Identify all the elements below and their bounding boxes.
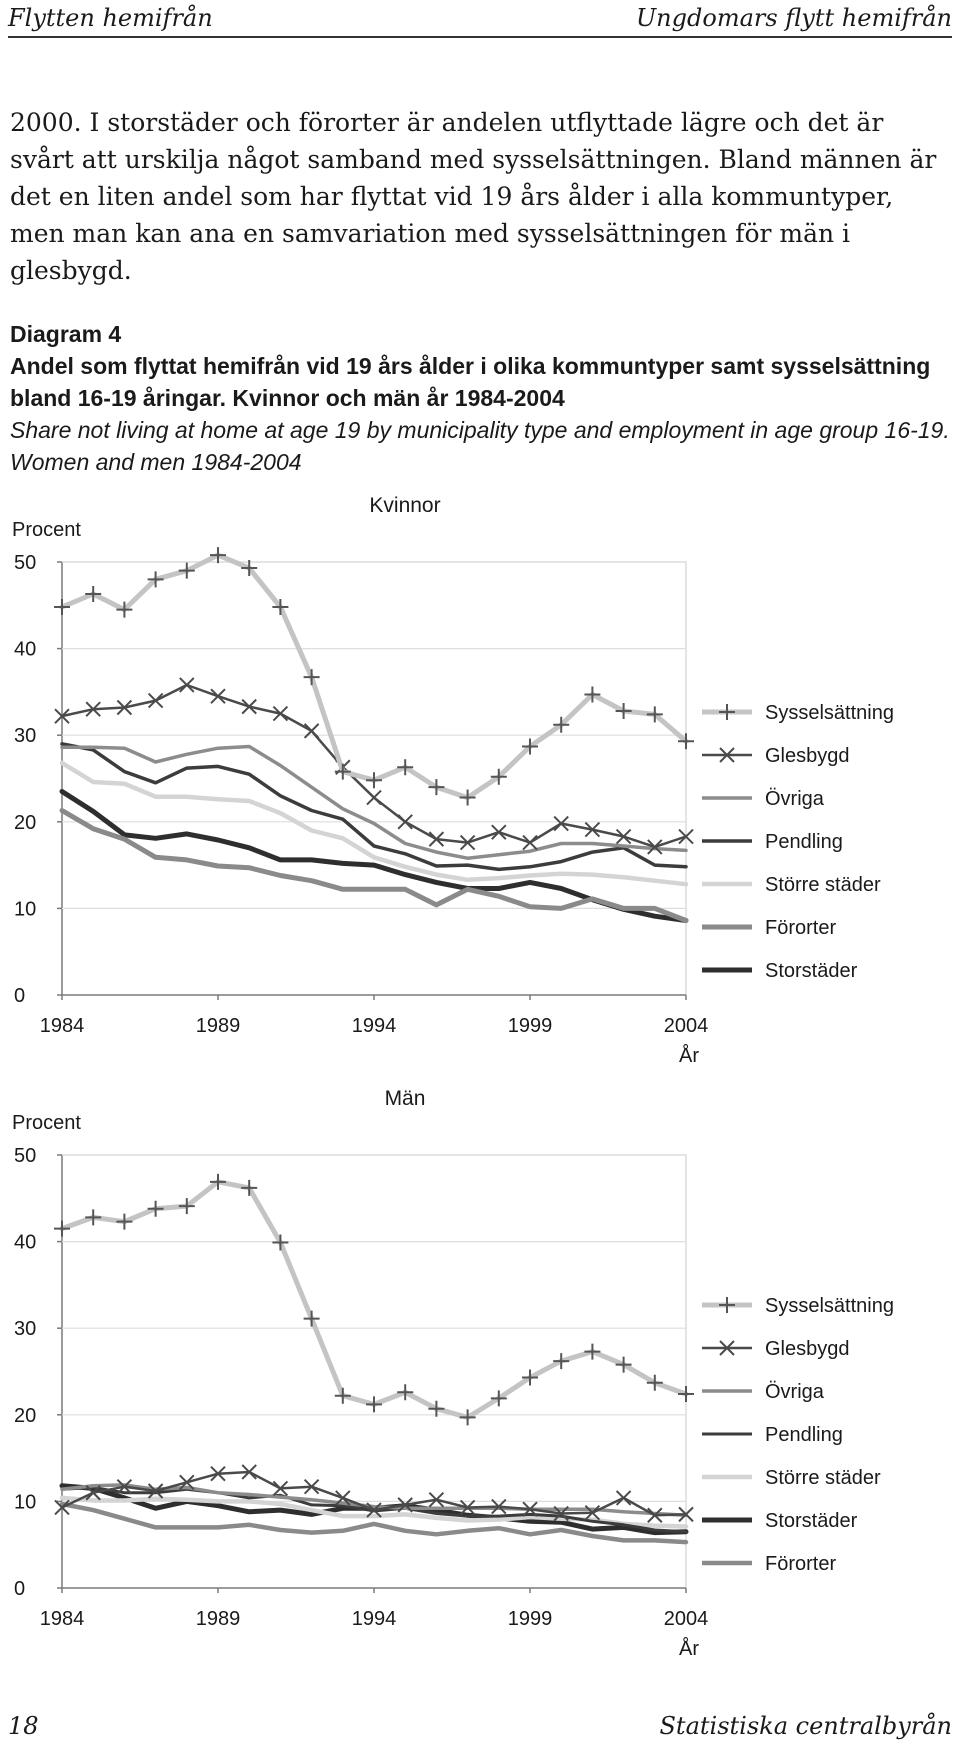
chart-men [0,1083,960,1663]
legend-label: Övriga [765,788,824,810]
chart-men-svg [0,1083,960,1663]
legend-marker [719,1297,735,1313]
legend-entry [702,1381,825,1403]
body-paragraph: 2000. I storstäder och förorter är andelen utflyttade lägre och det är svårt att urskilja något samband med sysselsättningen. Bland männen är det en liten andel som har flyttat vid 19 års ålder i alla kommuntyper, men man kan ana en samvariation med sysselsättningen för män i glesbygd. [10,108,937,285]
data-point-marker [116,1214,132,1230]
page-footer [8,1712,952,1744]
legend-label: Förorter [765,917,837,939]
legend-label: Större städer [765,874,881,896]
legend-entry [702,960,858,982]
data-point-marker [85,1209,101,1225]
legend-entry [702,1338,850,1360]
y-tick-label: 40 [14,1231,37,1254]
figure-number: Diagram 4 [10,321,122,347]
y-tick-label: 30 [14,725,37,748]
y-axis-label: Procent [12,519,81,541]
y-tick-label: 50 [14,552,37,574]
data-point-marker [366,1396,382,1412]
legend-entry [702,874,881,896]
data-point-marker [304,669,320,685]
figure-title-english: Share not living at home at age 19 by municipality type and employment in age group 16-19. Women and men 1984-2004 [10,417,950,475]
series-line [62,747,686,859]
data-point-marker [678,1386,694,1402]
chart-title: Kvinnor [369,494,441,517]
x-tick-label: 1989 [195,1608,241,1630]
series-0 [54,1174,694,1426]
x-axis-label: År [679,1638,699,1660]
legend-label: Storstäder [765,960,858,982]
data-point-marker [54,1221,70,1237]
data-point-marker [54,599,70,615]
data-point-marker [366,772,382,788]
x-tick-label: 1994 [351,1608,397,1630]
data-point-marker [367,791,381,805]
y-tick-label: 20 [14,1404,37,1427]
data-point-marker [523,836,537,850]
legend-label: Sysselsättning [765,702,894,724]
x-tick-label: 1999 [507,1608,553,1630]
legend-marker [719,704,735,720]
legend-entry [702,745,850,767]
data-point-marker [211,689,225,703]
figure-caption [10,318,950,478]
y-tick-label: 10 [14,898,37,921]
data-point-marker [492,825,506,839]
data-point-marker [617,1491,631,1505]
legend-entry [702,1553,836,1575]
y-tick-label: 50 [14,1145,37,1167]
chart-women-svg [0,490,960,1070]
y-tick-label: 0 [14,1578,26,1600]
x-tick-label: 2004 [663,1608,709,1630]
series-0 [54,547,694,805]
legend-entry [702,831,843,853]
legend-entry [702,1467,881,1489]
data-point-marker [335,1388,351,1404]
data-point-marker [304,1311,320,1327]
legend-label: Större städer [765,1467,881,1489]
legend-entry [702,702,894,724]
legend-label: Glesbygd [765,745,850,767]
running-head [8,2,952,38]
data-point-marker [148,1201,164,1217]
legend-entry [702,917,836,939]
data-point-marker [584,1344,600,1360]
chart-women [0,490,960,1070]
series-1 [55,678,693,854]
running-head-left: Flytten hemifrån [8,4,213,32]
legend-entry [702,1510,858,1532]
y-tick-label: 10 [14,1491,37,1514]
y-axis-label: Procent [12,1112,81,1134]
y-tick-label: 30 [14,1318,37,1341]
data-point-marker [179,563,195,579]
series-2 [62,747,686,859]
x-tick-label: 1984 [39,1608,85,1630]
data-point-marker [180,678,194,692]
legend-label: Förorter [765,1553,837,1575]
legend-label: Pendling [765,831,843,853]
y-tick-label: 40 [14,638,37,661]
data-point-marker [335,764,351,780]
running-head-right: Ungdomars flytt hemifrån [635,4,952,32]
chart-title: Män [384,1087,426,1110]
series-line [62,1182,686,1418]
legend-label: Övriga [765,1381,824,1403]
x-tick-label: 1984 [39,1015,85,1037]
legend-label: Pendling [765,1424,843,1446]
page-number: 18 [8,1712,39,1740]
legend-label: Sysselsättning [765,1295,894,1317]
publisher-name: Statistiska centralbyrån [659,1712,952,1740]
data-point-marker [85,586,101,602]
y-tick-label: 0 [14,985,26,1007]
y-tick-label: 20 [14,811,37,834]
legend-label: Glesbygd [765,1338,850,1360]
legend-label: Storstäder [765,1510,858,1532]
x-tick-label: 1994 [351,1015,397,1037]
x-tick-label: 1989 [195,1015,241,1037]
x-axis-label: År [679,1045,699,1067]
legend-entry [702,788,825,810]
legend-entry [702,1424,843,1446]
x-tick-label: 1999 [507,1015,553,1037]
figure-title-swedish: Andel som flyttat hemifrån vid 19 års ålder i olika kommuntyper samt sysselsättning bland 16-19 åringar. Kvinnor och män år 1984-2004 [10,353,931,411]
legend-entry [702,1295,894,1317]
x-tick-label: 2004 [663,1015,709,1037]
